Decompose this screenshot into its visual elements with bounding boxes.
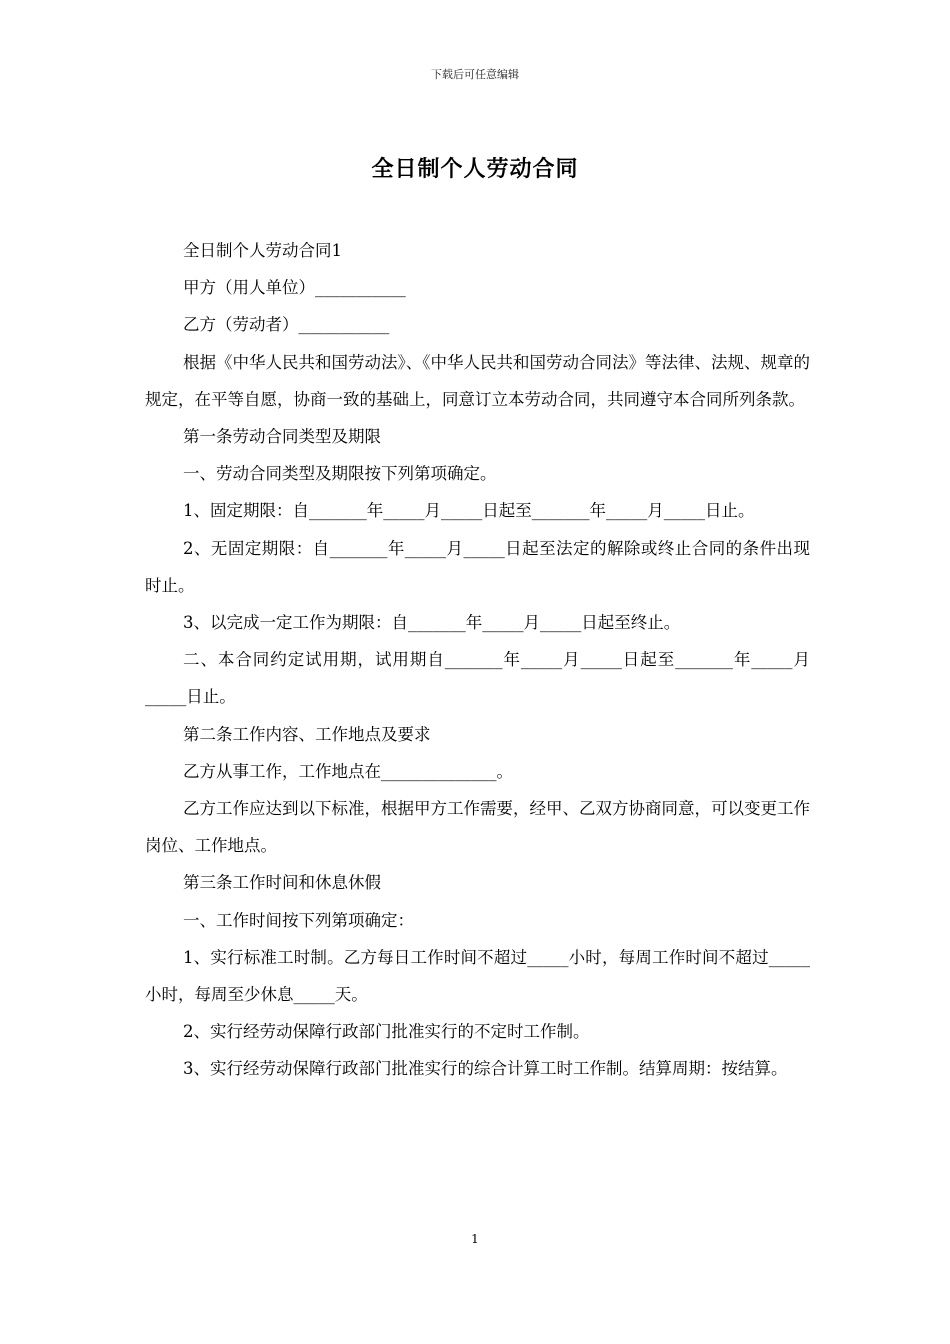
paragraph: 2、无固定期限：自_______年_____月_____日起至法定的解除或终止合同的条件出现时止。 bbox=[145, 538, 810, 595]
paragraph: 一、工作时间按下列第项确定： bbox=[183, 910, 414, 930]
document-body bbox=[145, 232, 810, 1088]
paragraph: 乙方工作应达到以下标准，根据甲方工作需要，经甲、乙双方协商同意，可以变更工作岗位、工作地点。 bbox=[145, 799, 810, 856]
paragraph: 一、劳动合同类型及期限按下列第项确定。 bbox=[183, 464, 497, 484]
page-number: 1 bbox=[471, 1232, 479, 1246]
paragraph: 乙方从事工作，工作地点在______________。 bbox=[183, 761, 513, 781]
paragraph: 全日制个人劳动合同1 bbox=[183, 241, 342, 260]
document-title: 全日制个人劳动合同 bbox=[371, 157, 579, 182]
paragraph: 二、本合同约定试用期，试用期自_______年_____月_____日起至_______年_____月_____日止。 bbox=[145, 650, 810, 707]
section-heading: 第三条工作时间和休息休假 bbox=[183, 873, 381, 893]
paragraph: 1、实行标准工时制。乙方每日工作时间不超过_____小时，每周工作时间不超过_____小时，每周至少休息_____天。 bbox=[145, 947, 810, 1005]
paragraph: 1、固定期限：自_______年_____月_____日起至_______年_____月_____日止。 bbox=[183, 501, 755, 521]
section-heading: 第二条工作内容、工作地点及要求 bbox=[183, 724, 431, 744]
paragraph: 3、实行经劳动保障行政部门批准实行的综合计算工时工作制。结算周期：按结算。 bbox=[183, 1059, 788, 1079]
page-header: 下载后可任意编辑 bbox=[431, 68, 519, 81]
paragraph: 甲方（用人单位）___________ bbox=[183, 278, 406, 298]
section-heading: 第一条劳动合同类型及期限 bbox=[183, 427, 381, 447]
paragraph: 乙方（劳动者）___________ bbox=[183, 315, 390, 335]
paragraph: 2、实行经劳动保障行政部门批准实行的不定时工作制。 bbox=[183, 1022, 590, 1042]
paragraph: 3、以完成一定工作为期限：自_______年_____月_____日起至终止。 bbox=[183, 613, 681, 633]
paragraph: 根据《中华人民共和国劳动法》、《中华人民共和国劳动合同法》等法律、法规、规章的规定，在平等自愿，协商一致的基础上，同意订立本劳动合同，共同遵守本合同所列条款。 bbox=[145, 352, 810, 409]
